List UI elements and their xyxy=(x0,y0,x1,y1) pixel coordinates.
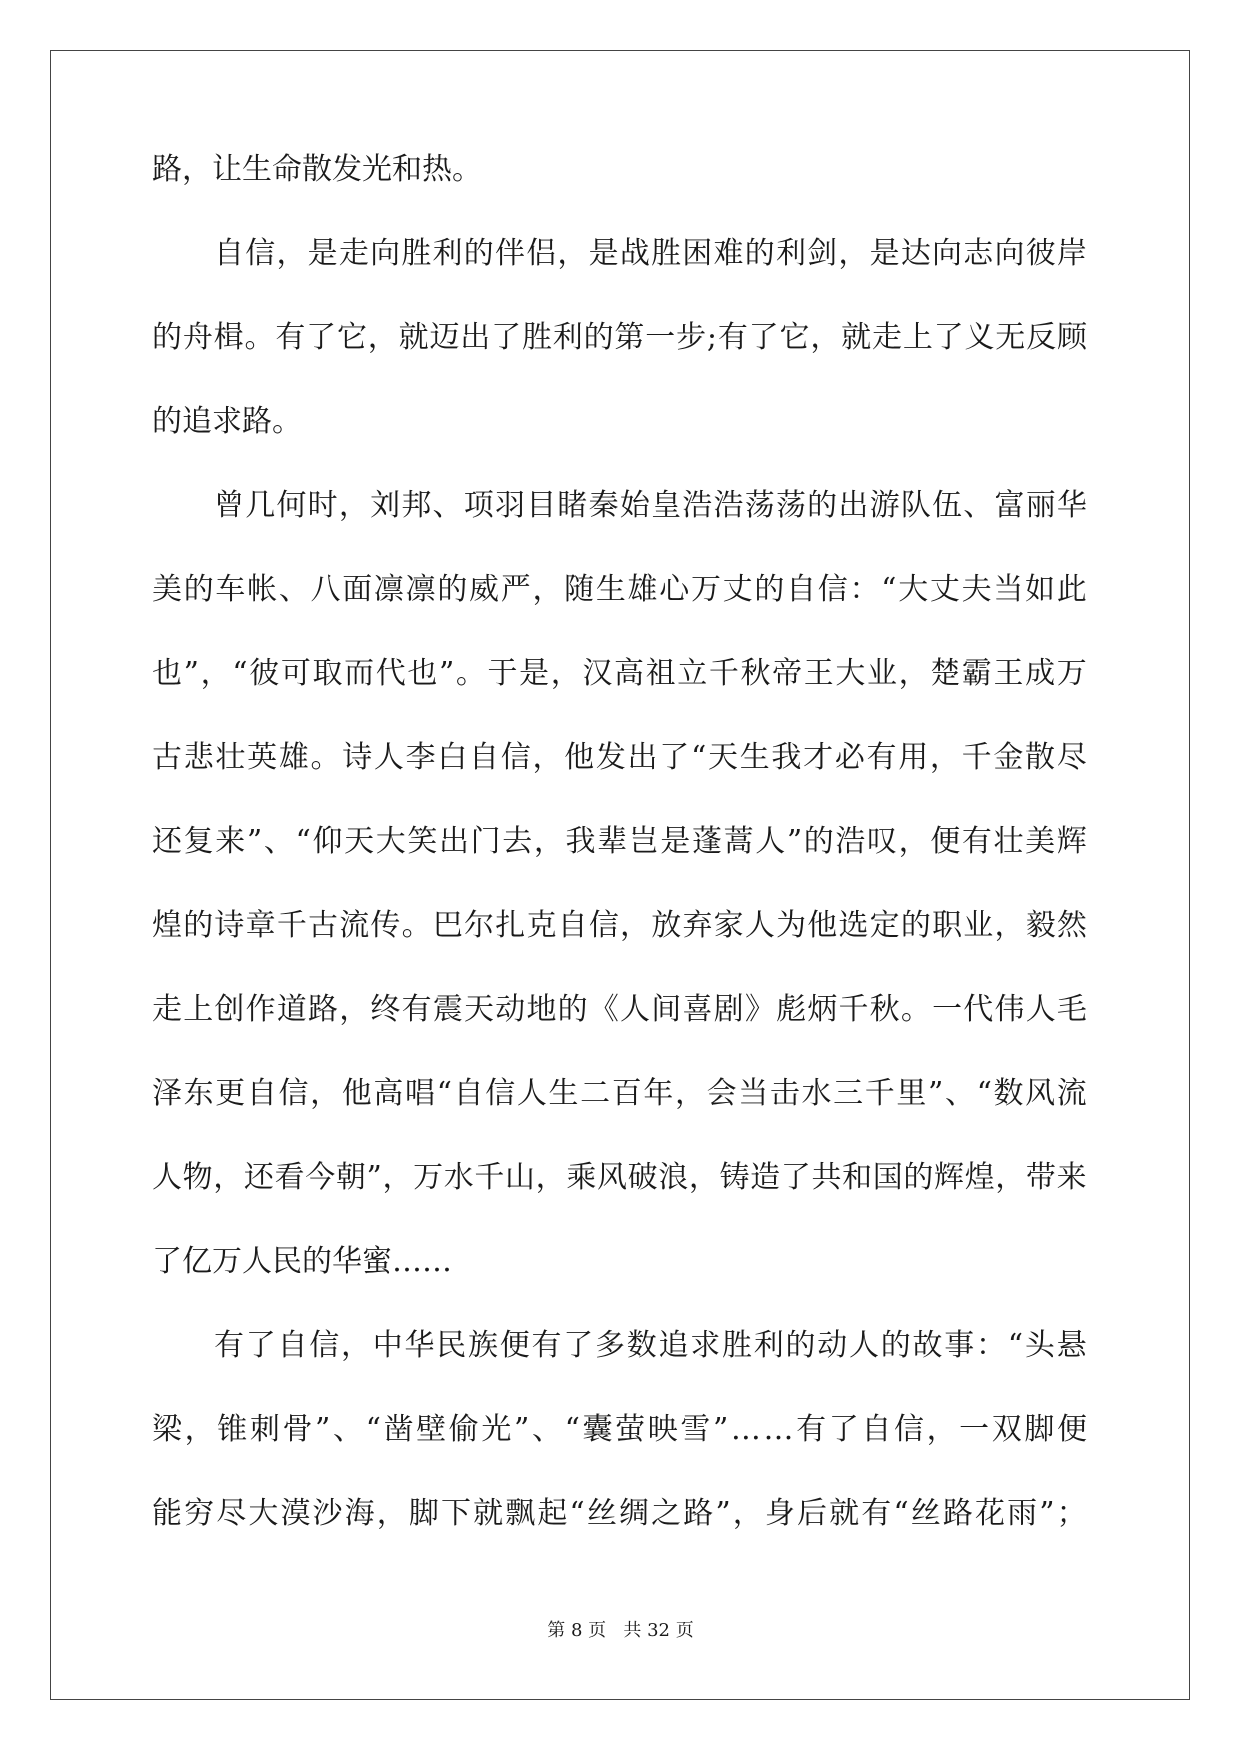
text-line: 路，让生命散发光和热。 xyxy=(152,152,482,187)
text-line: 的 舟 楫 。 有 了 它 ， 就 迈 出 了 胜 利 的 第 一 步 ; 有 了 它 ， 就 走 上 了 义 无 反 顾 xyxy=(152,320,1087,355)
text-line: 走 上 创 作 道 路 ， 终 有 震 天 动 地 的 《 人 间 喜 剧 》 彪 炳 千 秋 。 一 代 伟 人 毛 xyxy=(152,992,1087,1027)
text-line: 曾 几 何 时 ， 刘 邦 、 项 羽 目 睹 秦 始 皇 浩 浩 荡 荡 的 出 游 队 伍 、 富 丽 华 xyxy=(214,488,1087,523)
text-line: 还 复 来 ” 、 “ 仰 天 大 笑 出 门 去 ， 我 辈 岂 是 蓬 蒿 人 ” 的 浩 叹 ， 便 有 壮 美 辉 xyxy=(152,824,1087,859)
text-line: 泽 东 更 自 信 ， 他 高 唱 “ 自 信 人 生 二 百 年 ， 会 当 击 水 三 千 里 ” 、 “ 数 风 流 xyxy=(152,1076,1087,1111)
text-line: 有 了 自 信 ， 中 华 民 族 便 有 了 多 数 追 求 胜 利 的 动 人 的 故 事 ： “ 头 悬 xyxy=(214,1328,1087,1363)
text-line: 人 物 ， 还 看 今 朝 ” ， 万 水 千 山 ， 乘 风 破 浪 ， 铸 造 了 共 和 国 的 辉 煌 ， 带 来 xyxy=(152,1160,1087,1195)
page-number: 第 8 页 共 32 页 xyxy=(547,1620,694,1641)
text-line: 美 的 车 帐 、 八 面 凛 凛 的 威 严 ， 随 生 雄 心 万 丈 的 自 信 ： “ 大 丈 夫 当 如 此 xyxy=(152,572,1087,607)
text-line: 了亿万人民的华蜜…… xyxy=(152,1244,452,1279)
document-body xyxy=(152,150,1087,1578)
text-line: 煌 的 诗 章 千 古 流 传 。 巴 尔 扎 克 自 信 ， 放 弃 家 人 为 他 选 定 的 职 业 ， 毅 然 xyxy=(152,908,1087,943)
text-line: 能 穷 尽 大 漠 沙 海 ， 脚 下 就 飘 起 “ 丝 绸 之 路 ” ， 身 后 就 有 “ 丝 路 花 雨 ” ； xyxy=(152,1496,1087,1531)
text-line: 梁 ， 锥 刺 骨 ” 、 “ 凿 壁 偷 光 ” 、 “ 囊 萤 映 雪 ” … … 有 了 自 信 ， 一 双 脚 便 xyxy=(152,1412,1087,1447)
text-line: 古 悲 壮 英 雄 。 诗 人 李 白 自 信 ， 他 发 出 了 “ 天 生 我 才 必 有 用 ， 千 金 散 尽 xyxy=(152,740,1087,775)
text-line: 自 信 ， 是 走 向 胜 利 的 伴 侣 ， 是 战 胜 困 难 的 利 剑 ， 是 达 向 志 向 彼 岸 xyxy=(214,236,1087,271)
text-line: 的追求路。 xyxy=(152,404,302,439)
text-line: 也 ” ， “ 彼 可 取 而 代 也 ” 。 于 是 ， 汉 高 祖 立 千 秋 帝 王 大 业 ， 楚 霸 王 成 万 xyxy=(152,656,1087,691)
